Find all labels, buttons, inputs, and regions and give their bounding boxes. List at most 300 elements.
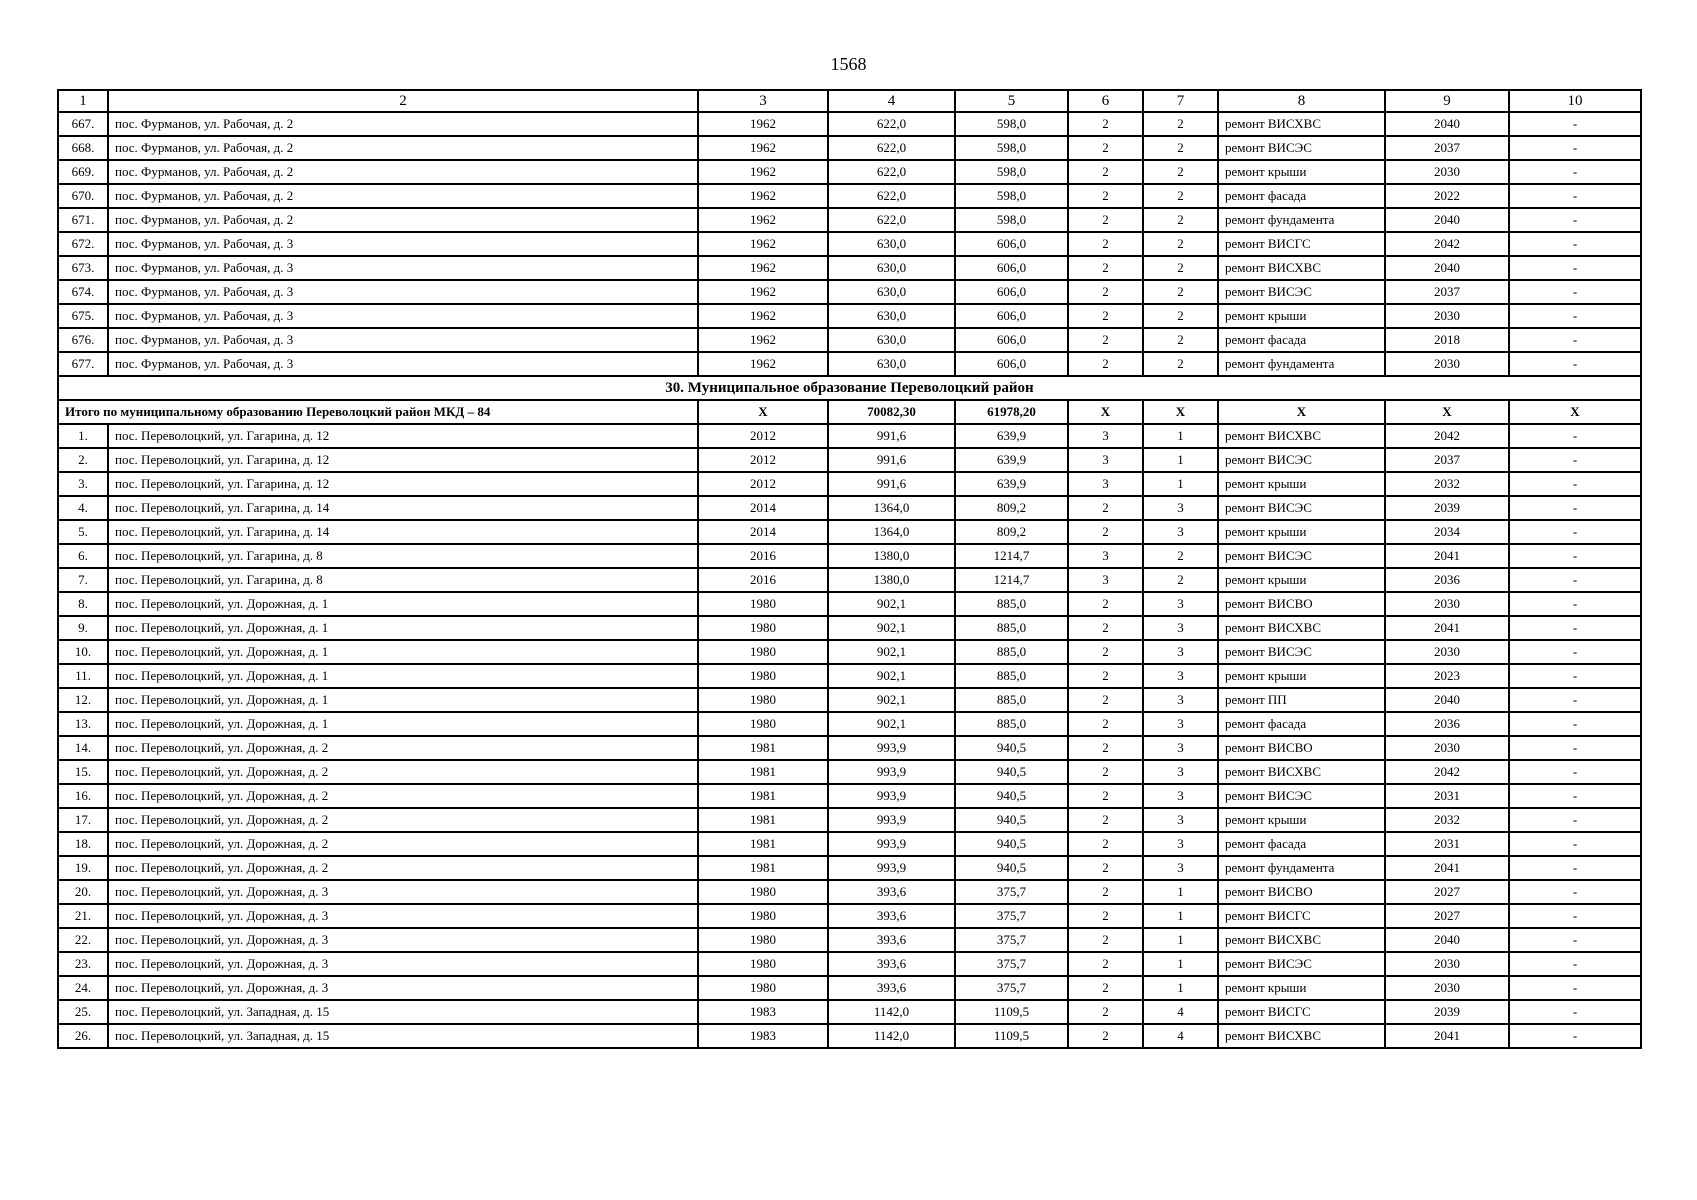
note-cell: -	[1509, 664, 1641, 688]
work-type-cell: ремонт ВИСЭС	[1218, 952, 1385, 976]
address-cell: пос. Переволоцкий, ул. Гагарина, д. 12	[108, 448, 698, 472]
address-cell: пос. Фурманов, ул. Рабочая, д. 2	[108, 208, 698, 232]
living-area-cell: 940,5	[955, 784, 1068, 808]
plan-year-cell: 2031	[1385, 832, 1509, 856]
row-number-cell: 674.	[58, 280, 108, 304]
plan-year-cell: 2030	[1385, 640, 1509, 664]
column-header: 4	[828, 90, 955, 112]
total-c9-cell: Х	[1385, 400, 1509, 424]
plan-year-cell: 2037	[1385, 280, 1509, 304]
living-area-cell: 1214,7	[955, 544, 1068, 568]
note-cell: -	[1509, 544, 1641, 568]
table-row	[58, 688, 1641, 712]
total-area-cell: 622,0	[828, 136, 955, 160]
row-number-cell: 13.	[58, 712, 108, 736]
total-area-cell: 902,1	[828, 616, 955, 640]
work-type-cell: ремонт ВИСХВС	[1218, 424, 1385, 448]
living-area-cell: 885,0	[955, 616, 1068, 640]
build-year-cell: 1962	[698, 232, 828, 256]
table-row	[58, 328, 1641, 352]
entrances-cell: 1	[1143, 880, 1218, 904]
table-row	[58, 448, 1641, 472]
floors-cell: 2	[1068, 640, 1143, 664]
entrances-cell: 3	[1143, 760, 1218, 784]
total-area-cell: 622,0	[828, 112, 955, 136]
column-header: 1	[58, 90, 108, 112]
total-area-cell: 993,9	[828, 736, 955, 760]
column-header: 5	[955, 90, 1068, 112]
floors-cell: 2	[1068, 280, 1143, 304]
total-area-cell: 1142,0	[828, 1024, 955, 1048]
build-year-cell: 1980	[698, 928, 828, 952]
row-number-cell: 8.	[58, 592, 108, 616]
address-cell: пос. Переволоцкий, ул. Западная, д. 15	[108, 1000, 698, 1024]
work-type-cell: ремонт крыши	[1218, 664, 1385, 688]
table-row	[58, 472, 1641, 496]
note-cell: -	[1509, 856, 1641, 880]
living-area-cell: 606,0	[955, 280, 1068, 304]
work-type-cell: ремонт ВИСГС	[1218, 1000, 1385, 1024]
floors-cell: 2	[1068, 856, 1143, 880]
entrances-cell: 3	[1143, 856, 1218, 880]
plan-year-cell: 2018	[1385, 328, 1509, 352]
work-type-cell: ремонт ПП	[1218, 688, 1385, 712]
note-cell: -	[1509, 136, 1641, 160]
plan-year-cell: 2040	[1385, 928, 1509, 952]
total-area-cell: 630,0	[828, 256, 955, 280]
plan-year-cell: 2023	[1385, 664, 1509, 688]
build-year-cell: 2012	[698, 424, 828, 448]
build-year-cell: 1962	[698, 112, 828, 136]
note-cell: -	[1509, 736, 1641, 760]
work-type-cell: ремонт ВИСХВС	[1218, 1024, 1385, 1048]
note-cell: -	[1509, 616, 1641, 640]
total-area-cell: 902,1	[828, 664, 955, 688]
work-type-cell: ремонт крыши	[1218, 976, 1385, 1000]
entrances-cell: 2	[1143, 136, 1218, 160]
work-type-cell: ремонт ВИСХВС	[1218, 760, 1385, 784]
entrances-cell: 3	[1143, 832, 1218, 856]
address-cell: пос. Переволоцкий, ул. Дорожная, д. 3	[108, 952, 698, 976]
row-number-cell: 12.	[58, 688, 108, 712]
column-header: 7	[1143, 90, 1218, 112]
note-cell: -	[1509, 184, 1641, 208]
floors-cell: 2	[1068, 112, 1143, 136]
living-area-cell: 1109,5	[955, 1000, 1068, 1024]
plan-year-cell: 2040	[1385, 112, 1509, 136]
floors-cell: 2	[1068, 328, 1143, 352]
row-number-cell: 9.	[58, 616, 108, 640]
note-cell: -	[1509, 712, 1641, 736]
floors-cell: 2	[1068, 256, 1143, 280]
table-row	[58, 112, 1641, 136]
work-type-cell: ремонт фундамента	[1218, 856, 1385, 880]
column-header: 10	[1509, 90, 1641, 112]
plan-year-cell: 2041	[1385, 544, 1509, 568]
build-year-cell: 1980	[698, 880, 828, 904]
total-area-cell: 622,0	[828, 184, 955, 208]
note-cell: -	[1509, 208, 1641, 232]
page-number: 1568	[830, 54, 867, 74]
address-cell: пос. Переволоцкий, ул. Дорожная, д. 1	[108, 616, 698, 640]
entrances-cell: 1	[1143, 448, 1218, 472]
living-area-cell: 940,5	[955, 808, 1068, 832]
note-cell: -	[1509, 784, 1641, 808]
plan-year-cell: 2032	[1385, 808, 1509, 832]
work-type-cell: ремонт ВИСЭС	[1218, 640, 1385, 664]
note-cell: -	[1509, 808, 1641, 832]
living-area-cell: 809,2	[955, 496, 1068, 520]
plan-year-cell: 2040	[1385, 208, 1509, 232]
plan-year-cell: 2040	[1385, 256, 1509, 280]
plan-year-cell: 2037	[1385, 448, 1509, 472]
floors-cell: 3	[1068, 472, 1143, 496]
table-row	[58, 760, 1641, 784]
total-area-cell: 622,0	[828, 208, 955, 232]
floors-cell: 2	[1068, 352, 1143, 376]
floors-cell: 2	[1068, 760, 1143, 784]
plan-year-cell: 2030	[1385, 592, 1509, 616]
living-area-cell: 598,0	[955, 112, 1068, 136]
address-cell: пос. Фурманов, ул. Рабочая, д. 2	[108, 136, 698, 160]
build-year-cell: 1980	[698, 976, 828, 1000]
work-type-cell: ремонт ВИСГС	[1218, 904, 1385, 928]
build-year-cell: 2012	[698, 448, 828, 472]
note-cell: -	[1509, 424, 1641, 448]
plan-year-cell: 2022	[1385, 184, 1509, 208]
row-number-cell: 3.	[58, 472, 108, 496]
table-row	[58, 808, 1641, 832]
living-area-cell: 606,0	[955, 256, 1068, 280]
total-area-cell: 993,9	[828, 760, 955, 784]
capital-repair-table	[57, 89, 1642, 1049]
total-area-cell: 993,9	[828, 832, 955, 856]
total-label: Итого по муниципальному образованию Переволоцкий район МКД – 84	[58, 400, 698, 424]
floors-cell: 2	[1068, 880, 1143, 904]
note-cell: -	[1509, 880, 1641, 904]
entrances-cell: 2	[1143, 544, 1218, 568]
total-area-cell: 630,0	[828, 232, 955, 256]
note-cell: -	[1509, 328, 1641, 352]
entrances-cell: 2	[1143, 256, 1218, 280]
address-cell: пос. Переволоцкий, ул. Дорожная, д. 2	[108, 736, 698, 760]
address-cell: пос. Переволоцкий, ул. Дорожная, д. 1	[108, 592, 698, 616]
entrances-cell: 1	[1143, 976, 1218, 1000]
address-cell: пос. Фурманов, ул. Рабочая, д. 2	[108, 160, 698, 184]
living-area-cell: 598,0	[955, 184, 1068, 208]
entrances-cell: 2	[1143, 328, 1218, 352]
total-row	[58, 400, 1641, 424]
build-year-cell: 1980	[698, 616, 828, 640]
address-cell: пос. Фурманов, ул. Рабочая, д. 3	[108, 256, 698, 280]
total-area-cell: 902,1	[828, 712, 955, 736]
floors-cell: 2	[1068, 784, 1143, 808]
total-area-cell: 902,1	[828, 592, 955, 616]
total-area-cell: 991,6	[828, 424, 955, 448]
build-year-cell: 2016	[698, 568, 828, 592]
floors-cell: 2	[1068, 520, 1143, 544]
note-cell: -	[1509, 760, 1641, 784]
note-cell: -	[1509, 352, 1641, 376]
table-row	[58, 568, 1641, 592]
address-cell: пос. Переволоцкий, ул. Дорожная, д. 1	[108, 664, 698, 688]
address-cell: пос. Фурманов, ул. Рабочая, д. 2	[108, 112, 698, 136]
build-year-cell: 1983	[698, 1024, 828, 1048]
living-area-cell: 940,5	[955, 832, 1068, 856]
table-row	[58, 208, 1641, 232]
total-area-cell: 630,0	[828, 352, 955, 376]
row-number-cell: 24.	[58, 976, 108, 1000]
living-area-cell: 885,0	[955, 592, 1068, 616]
living-area-cell: 375,7	[955, 976, 1068, 1000]
total-c4-cell: 70082,30	[828, 400, 955, 424]
address-cell: пос. Переволоцкий, ул. Гагарина, д. 8	[108, 568, 698, 592]
build-year-cell: 1980	[698, 688, 828, 712]
row-number-cell: 7.	[58, 568, 108, 592]
row-number-cell: 19.	[58, 856, 108, 880]
total-area-cell: 1142,0	[828, 1000, 955, 1024]
note-cell: -	[1509, 304, 1641, 328]
entrances-cell: 2	[1143, 160, 1218, 184]
build-year-cell: 1981	[698, 760, 828, 784]
address-cell: пос. Переволоцкий, ул. Дорожная, д. 2	[108, 832, 698, 856]
total-c6-cell: Х	[1068, 400, 1143, 424]
note-cell: -	[1509, 520, 1641, 544]
note-cell: -	[1509, 952, 1641, 976]
living-area-cell: 885,0	[955, 712, 1068, 736]
total-c5-cell: 61978,20	[955, 400, 1068, 424]
living-area-cell: 639,9	[955, 424, 1068, 448]
entrances-cell: 3	[1143, 736, 1218, 760]
row-number-cell: 18.	[58, 832, 108, 856]
plan-year-cell: 2030	[1385, 736, 1509, 760]
plan-year-cell: 2036	[1385, 568, 1509, 592]
living-area-cell: 606,0	[955, 232, 1068, 256]
work-type-cell: ремонт ВИСЭС	[1218, 136, 1385, 160]
plan-year-cell: 2034	[1385, 520, 1509, 544]
row-number-cell: 4.	[58, 496, 108, 520]
table-row	[58, 712, 1641, 736]
floors-cell: 2	[1068, 1000, 1143, 1024]
table-row	[58, 616, 1641, 640]
total-c3-cell: Х	[698, 400, 828, 424]
row-number-cell: 16.	[58, 784, 108, 808]
build-year-cell: 1962	[698, 256, 828, 280]
note-cell: -	[1509, 1024, 1641, 1048]
plan-year-cell: 2030	[1385, 304, 1509, 328]
row-number-cell: 668.	[58, 136, 108, 160]
build-year-cell: 1962	[698, 208, 828, 232]
plan-year-cell: 2031	[1385, 784, 1509, 808]
work-type-cell: ремонт ВИСЭС	[1218, 496, 1385, 520]
row-number-cell: 676.	[58, 328, 108, 352]
floors-cell: 2	[1068, 736, 1143, 760]
row-number-cell: 22.	[58, 928, 108, 952]
plan-year-cell: 2030	[1385, 952, 1509, 976]
address-cell: пос. Фурманов, ул. Рабочая, д. 2	[108, 184, 698, 208]
living-area-cell: 885,0	[955, 688, 1068, 712]
build-year-cell: 1980	[698, 664, 828, 688]
living-area-cell: 639,9	[955, 472, 1068, 496]
work-type-cell: ремонт фасада	[1218, 832, 1385, 856]
plan-year-cell: 2041	[1385, 1024, 1509, 1048]
living-area-cell: 1214,7	[955, 568, 1068, 592]
living-area-cell: 598,0	[955, 208, 1068, 232]
build-year-cell: 1962	[698, 280, 828, 304]
total-area-cell: 630,0	[828, 304, 955, 328]
total-area-cell: 993,9	[828, 784, 955, 808]
note-cell: -	[1509, 232, 1641, 256]
address-cell: пос. Фурманов, ул. Рабочая, д. 3	[108, 352, 698, 376]
entrances-cell: 4	[1143, 1024, 1218, 1048]
build-year-cell: 1962	[698, 328, 828, 352]
entrances-cell: 1	[1143, 904, 1218, 928]
address-cell: пос. Фурманов, ул. Рабочая, д. 3	[108, 304, 698, 328]
total-area-cell: 393,6	[828, 880, 955, 904]
entrances-cell: 2	[1143, 352, 1218, 376]
living-area-cell: 639,9	[955, 448, 1068, 472]
note-cell: -	[1509, 160, 1641, 184]
row-number-cell: 669.	[58, 160, 108, 184]
table-row	[58, 736, 1641, 760]
note-cell: -	[1509, 688, 1641, 712]
floors-cell: 2	[1068, 160, 1143, 184]
table-row	[58, 640, 1641, 664]
column-number-header-row	[58, 90, 1641, 112]
table-row	[58, 496, 1641, 520]
build-year-cell: 1981	[698, 736, 828, 760]
note-cell: -	[1509, 832, 1641, 856]
work-type-cell: ремонт ВИСВО	[1218, 880, 1385, 904]
row-number-cell: 6.	[58, 544, 108, 568]
living-area-cell: 375,7	[955, 928, 1068, 952]
work-type-cell: ремонт фундамента	[1218, 208, 1385, 232]
row-number-cell: 10.	[58, 640, 108, 664]
column-header: 8	[1218, 90, 1385, 112]
section-title-row	[58, 376, 1641, 400]
entrances-cell: 3	[1143, 808, 1218, 832]
floors-cell: 2	[1068, 232, 1143, 256]
total-area-cell: 1364,0	[828, 520, 955, 544]
plan-year-cell: 2032	[1385, 472, 1509, 496]
address-cell: пос. Фурманов, ул. Рабочая, д. 3	[108, 280, 698, 304]
table-row	[58, 1024, 1641, 1048]
note-cell: -	[1509, 256, 1641, 280]
build-year-cell: 1962	[698, 352, 828, 376]
row-number-cell: 5.	[58, 520, 108, 544]
note-cell: -	[1509, 592, 1641, 616]
plan-year-cell: 2039	[1385, 496, 1509, 520]
table-row	[58, 424, 1641, 448]
table-row	[58, 976, 1641, 1000]
floors-cell: 2	[1068, 688, 1143, 712]
row-number-cell: 673.	[58, 256, 108, 280]
living-area-cell: 598,0	[955, 136, 1068, 160]
table-row	[58, 160, 1641, 184]
table-row	[58, 544, 1641, 568]
entrances-cell: 3	[1143, 784, 1218, 808]
work-type-cell: ремонт крыши	[1218, 520, 1385, 544]
entrances-cell: 3	[1143, 592, 1218, 616]
total-area-cell: 630,0	[828, 280, 955, 304]
living-area-cell: 809,2	[955, 520, 1068, 544]
row-number-cell: 675.	[58, 304, 108, 328]
build-year-cell: 1983	[698, 1000, 828, 1024]
floors-cell: 3	[1068, 544, 1143, 568]
table-row	[58, 904, 1641, 928]
address-cell: пос. Переволоцкий, ул. Дорожная, д. 1	[108, 712, 698, 736]
work-type-cell: ремонт крыши	[1218, 160, 1385, 184]
address-cell: пос. Переволоцкий, ул. Дорожная, д. 3	[108, 976, 698, 1000]
table-row	[58, 304, 1641, 328]
work-type-cell: ремонт крыши	[1218, 568, 1385, 592]
row-number-cell: 667.	[58, 112, 108, 136]
floors-cell: 2	[1068, 136, 1143, 160]
address-cell: пос. Переволоцкий, ул. Дорожная, д. 3	[108, 904, 698, 928]
total-c8-cell: Х	[1218, 400, 1385, 424]
row-number-cell: 671.	[58, 208, 108, 232]
note-cell: -	[1509, 472, 1641, 496]
entrances-cell: 3	[1143, 520, 1218, 544]
address-cell: пос. Переволоцкий, ул. Западная, д. 15	[108, 1024, 698, 1048]
row-number-cell: 25.	[58, 1000, 108, 1024]
address-cell: пос. Фурманов, ул. Рабочая, д. 3	[108, 232, 698, 256]
entrances-cell: 3	[1143, 664, 1218, 688]
total-area-cell: 991,6	[828, 448, 955, 472]
plan-year-cell: 2042	[1385, 760, 1509, 784]
address-cell: пос. Переволоцкий, ул. Дорожная, д. 2	[108, 856, 698, 880]
work-type-cell: ремонт ВИСВО	[1218, 736, 1385, 760]
plan-year-cell: 2030	[1385, 352, 1509, 376]
row-number-cell: 11.	[58, 664, 108, 688]
table-row	[58, 856, 1641, 880]
build-year-cell: 1962	[698, 160, 828, 184]
plan-year-cell: 2042	[1385, 424, 1509, 448]
work-type-cell: ремонт фасада	[1218, 184, 1385, 208]
table-row	[58, 280, 1641, 304]
address-cell: пос. Фурманов, ул. Рабочая, д. 3	[108, 328, 698, 352]
entrances-cell: 3	[1143, 712, 1218, 736]
row-number-cell: 20.	[58, 880, 108, 904]
living-area-cell: 606,0	[955, 328, 1068, 352]
build-year-cell: 1981	[698, 808, 828, 832]
living-area-cell: 606,0	[955, 304, 1068, 328]
floors-cell: 3	[1068, 424, 1143, 448]
floors-cell: 2	[1068, 208, 1143, 232]
table-row	[58, 664, 1641, 688]
note-cell: -	[1509, 496, 1641, 520]
table-row	[58, 952, 1641, 976]
row-number-cell: 21.	[58, 904, 108, 928]
entrances-cell: 3	[1143, 640, 1218, 664]
address-cell: пос. Переволоцкий, ул. Дорожная, д. 3	[108, 928, 698, 952]
entrances-cell: 2	[1143, 208, 1218, 232]
table-row	[58, 1000, 1641, 1024]
table-row	[58, 256, 1641, 280]
table-row	[58, 520, 1641, 544]
entrances-cell: 1	[1143, 952, 1218, 976]
living-area-cell: 1109,5	[955, 1024, 1068, 1048]
work-type-cell: ремонт ВИСХВС	[1218, 256, 1385, 280]
living-area-cell: 375,7	[955, 904, 1068, 928]
build-year-cell: 1980	[698, 592, 828, 616]
work-type-cell: ремонт ВИСЭС	[1218, 544, 1385, 568]
entrances-cell: 2	[1143, 232, 1218, 256]
floors-cell: 3	[1068, 568, 1143, 592]
floors-cell: 2	[1068, 712, 1143, 736]
row-number-cell: 672.	[58, 232, 108, 256]
total-c7-cell: Х	[1143, 400, 1218, 424]
